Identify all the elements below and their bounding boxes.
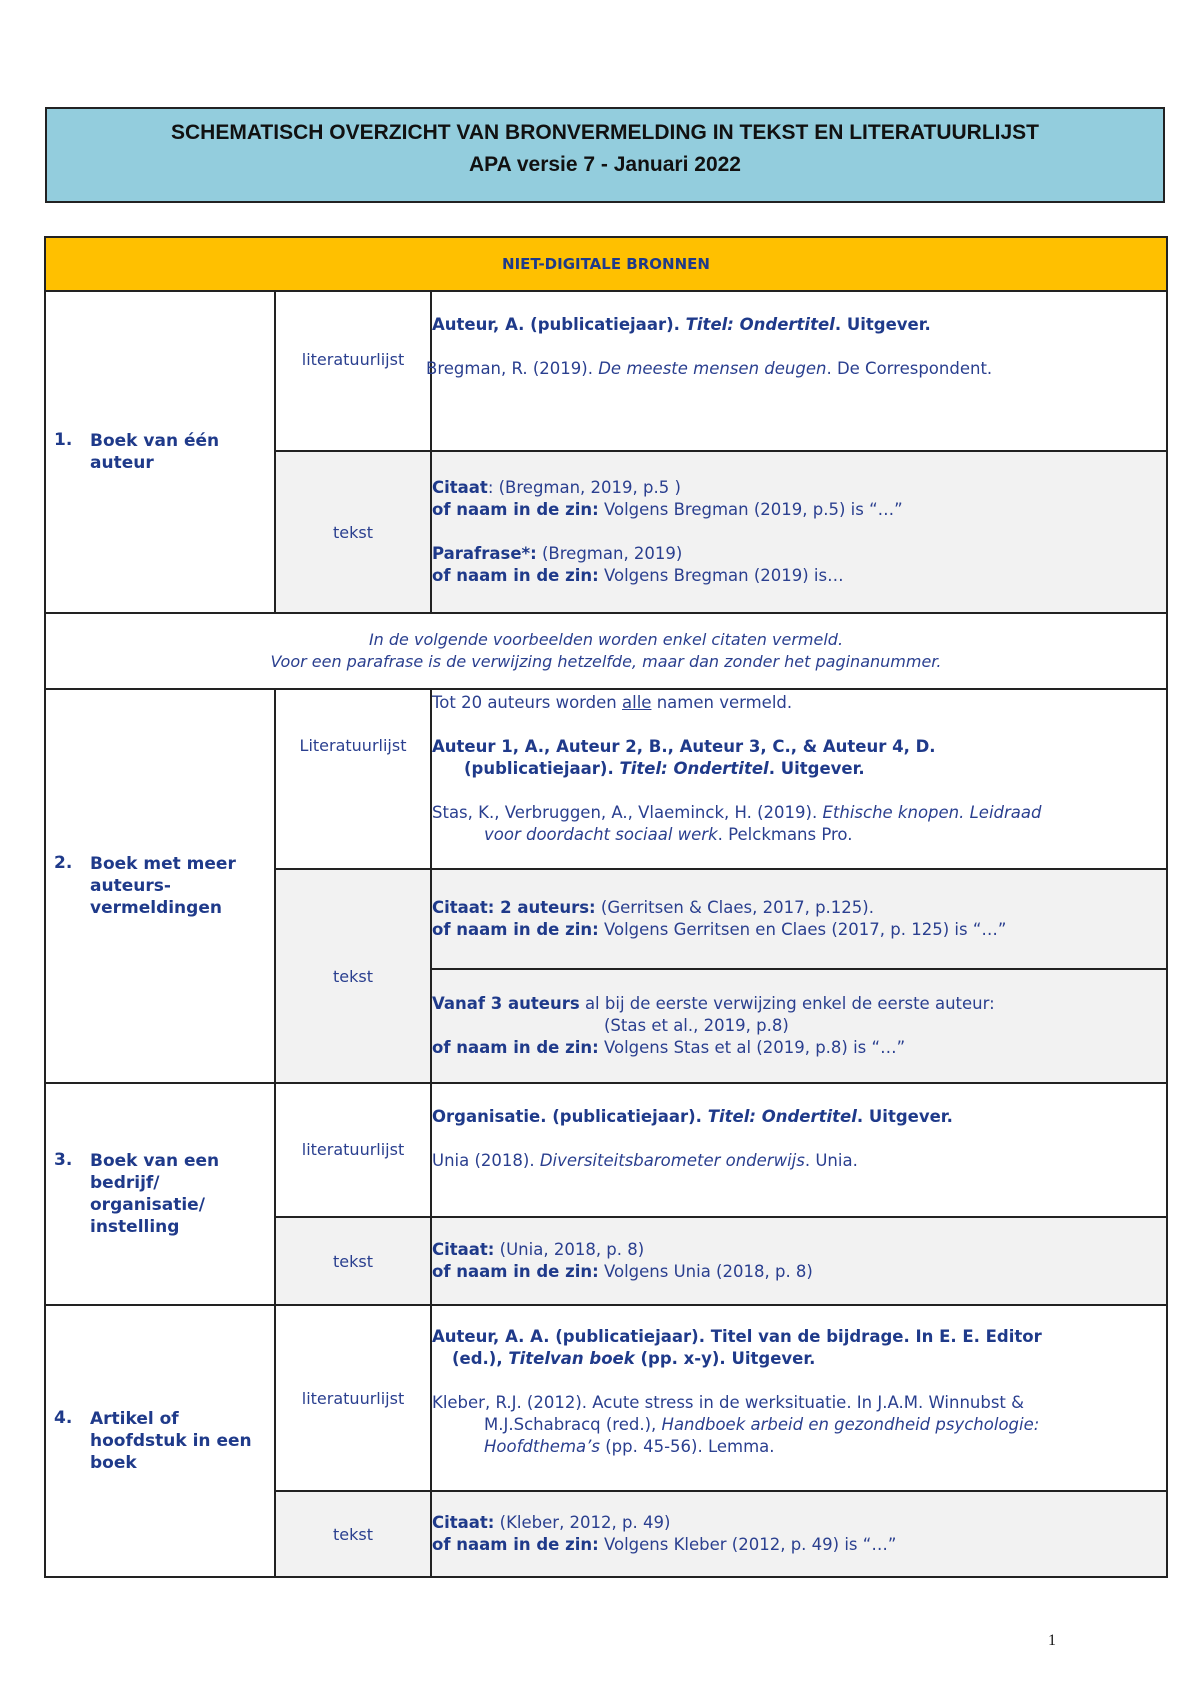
reference-example [432, 802, 1166, 824]
example-title: Ethische knopen. Leidraad [822, 803, 1042, 822]
document-title: SCHEMATISCH OVERZICHT VAN BRONVERMELDING IN TEKST EN LITERATUURLIJST [170, 121, 1039, 144]
naam-value: Volgens Unia (2018, p. 8) [598, 1262, 813, 1281]
pattern-title: Titelvan boek [508, 1349, 635, 1368]
reference-pattern [432, 314, 1166, 336]
intro-text: Tot 20 auteurs worden [432, 693, 623, 712]
example-editors: M.J.Schabracq (red.), [484, 1415, 662, 1434]
example-title: Hoofdthema’s [484, 1437, 600, 1456]
note-line: In de volgende voorbeelden worden enkel citaten vermeld. [368, 630, 844, 649]
citaat-value: (Gerritsen & Claes, 2017, p.125). [595, 898, 874, 917]
naam-value: Volgens Stas et al (2019, p.8) is “…” [598, 1038, 906, 1057]
literatuurlijst-content [431, 1083, 1167, 1217]
citaat-line [432, 897, 1166, 919]
pattern-text: Auteur 1, A., Auteur 2, B., Auteur 3, C., & Auteur 4, D. [432, 737, 936, 756]
pattern-ed: (ed.), [452, 1349, 509, 1368]
naam-label: of naam in de zin: [432, 1535, 599, 1554]
tekst-label: tekst [275, 869, 431, 1083]
naam-label: of naam in de zin: [432, 1262, 599, 1281]
citaat-value: : (Bregman, 2019, p.5 ) [487, 478, 681, 497]
row-title: Boek met meer auteurs-vermeldingen [90, 854, 236, 918]
example-title: De meeste mensen deugen [598, 359, 827, 378]
intro-line [432, 692, 1166, 714]
tekst-content [431, 1217, 1167, 1305]
naam-value: Volgens Bregman (2019) is… [598, 566, 844, 585]
parafrase-line [432, 543, 1166, 565]
note-line: Voor een parafrase is de verwijzing hetzelfde, maar dan zonder het paginanummer. [270, 652, 942, 671]
row-label-boek-meer-auteurs [45, 689, 275, 1083]
pattern-title: Titel: Ondertitel [707, 1107, 857, 1126]
example-line: Kleber, R.J. (2012). Acute stress in de werksituatie. In J.A.M. Winnubst & [432, 1393, 1025, 1412]
naam-label: of naam in de zin: [432, 920, 599, 939]
parafrase-value: (Bregman, 2019) [536, 544, 683, 563]
row-title: Boek van één auteur [90, 431, 220, 473]
row-label-artikel-hoofdstuk [45, 1305, 275, 1577]
citaat-line [432, 1512, 1166, 1534]
literatuurlijst-label: Literatuurlijst [275, 689, 431, 869]
tekst-label: tekst [275, 1217, 431, 1305]
example-publisher: . Pelckmans Pro. [717, 825, 853, 844]
document-subtitle: APA versie 7 - Januari 2022 [469, 153, 741, 176]
pattern-publisher: . Uitgever. [834, 315, 931, 334]
tekst-content-2-auteurs [431, 869, 1167, 969]
parafrase-label: Parafrase*: [432, 544, 537, 563]
pattern-pages: (pp. x-y). Uitgever. [634, 1349, 816, 1368]
reference-example [426, 358, 1166, 380]
literatuurlijst-content [426, 291, 1167, 451]
row-number: 3. [54, 1150, 73, 1170]
row-title: Boek van een bedrijf/ organisatie/ instelling [90, 1151, 220, 1237]
example-line [432, 1436, 1166, 1458]
document-title-box [45, 107, 1165, 203]
row-number: 4. [54, 1408, 73, 1428]
row-number: 1. [54, 430, 73, 450]
example-pages: (pp. 45-56). Lemma. [599, 1437, 775, 1456]
naam-label: of naam in de zin: [432, 1038, 599, 1057]
tekst-label: tekst [275, 451, 431, 613]
naam-line [432, 1261, 1166, 1283]
naam-value: Volgens Bregman (2019, p.5) is “…” [598, 500, 903, 519]
note-row [45, 613, 1167, 689]
example-author: Unia (2018). [432, 1151, 540, 1170]
section-header: NIET-DIGITALE BRONNEN [45, 237, 1167, 291]
pattern-publisher: . Uitgever. [768, 759, 865, 778]
vanaf-line [432, 993, 1166, 1015]
vanaf-text: al bij de eerste verwijzing enkel de eerste auteur: [579, 994, 995, 1013]
row-label-boek-organisatie [45, 1083, 275, 1305]
example-authors: Stas, K., Verbruggen, A., Vlaeminck, H. (2019). [432, 803, 823, 822]
citaat-label: Citaat: 2 auteurs: [432, 898, 596, 917]
citaat-label: Citaat: [432, 1240, 495, 1259]
row-number: 2. [54, 853, 73, 873]
tekst-content-3-auteurs [431, 969, 1167, 1083]
literatuurlijst-content [431, 1305, 1167, 1491]
example-line [432, 1414, 1166, 1436]
pattern-publisher: . Uitgever. [856, 1107, 953, 1126]
tekst-label: tekst [275, 1491, 431, 1577]
example-publisher: . Unia. [804, 1151, 858, 1170]
pattern-title: Titel: Ondertitel [685, 315, 835, 334]
reference-example-cont [432, 824, 1166, 846]
citation-table [44, 236, 1168, 1578]
citaat-value: (Unia, 2018, p. 8) [494, 1240, 645, 1259]
naam-label: of naam in de zin: [432, 566, 599, 585]
citaat-example: (Stas et al., 2019, p.8) [604, 1016, 789, 1035]
row-label-boek-een-auteur [45, 291, 275, 613]
example-publisher: . De Correspondent. [826, 359, 993, 378]
example-title: Handboek arbeid en gezondheid psychologie: [661, 1415, 1040, 1434]
vanaf-label: Vanaf 3 auteurs [432, 994, 580, 1013]
citaat-label: Citaat [432, 478, 488, 497]
citaat-line [432, 477, 1166, 499]
example-title: Diversiteitsbarometer onderwijs [539, 1151, 805, 1170]
naam-line [432, 1534, 1166, 1556]
page-number: 1 [1048, 1632, 1056, 1649]
citaat-label: Citaat: [432, 1513, 495, 1532]
pattern-text: Organisatie. (publicatiejaar). [432, 1107, 708, 1126]
reference-pattern [432, 758, 1166, 780]
literatuurlijst-label: literatuurlijst [275, 1305, 431, 1491]
literatuurlijst-content [431, 689, 1167, 869]
naam-value: Volgens Gerritsen en Claes (2017, p. 125) is “…” [598, 920, 1007, 939]
naam-line [432, 1037, 1166, 1059]
pattern-year: (publicatiejaar). [464, 759, 620, 778]
pattern-title: Titel: Ondertitel [619, 759, 769, 778]
naam-line [432, 919, 1166, 941]
intro-text: namen vermeld. [651, 693, 793, 712]
reference-pattern [432, 1348, 1166, 1370]
tekst-content [431, 451, 1167, 613]
naam-value: Volgens Kleber (2012, p. 49) is “…” [598, 1535, 897, 1554]
literatuurlijst-label: literatuurlijst [275, 291, 431, 451]
pattern-text: Auteur, A. (publicatiejaar). [432, 315, 686, 334]
example-title: voor doordacht sociaal werk [484, 825, 718, 844]
naam-label: of naam in de zin: [432, 500, 599, 519]
citaat-value: (Kleber, 2012, p. 49) [494, 1513, 671, 1532]
literatuurlijst-label: literatuurlijst [275, 1083, 431, 1217]
naam-line [432, 565, 1166, 587]
pattern-text: Auteur, A. A. (publicatiejaar). Titel van de bijdrage. In E. E. Editor [432, 1327, 1042, 1346]
naam-line [432, 499, 1166, 521]
reference-pattern [432, 1106, 1166, 1128]
example-author: Bregman, R. (2019). [426, 359, 599, 378]
citaat-line [432, 1239, 1166, 1261]
reference-example [432, 1150, 1166, 1172]
intro-underlined: alle [622, 693, 652, 712]
row-title: Artikel of hoofdstuk in een boek [90, 1409, 252, 1473]
tekst-content [431, 1491, 1167, 1577]
